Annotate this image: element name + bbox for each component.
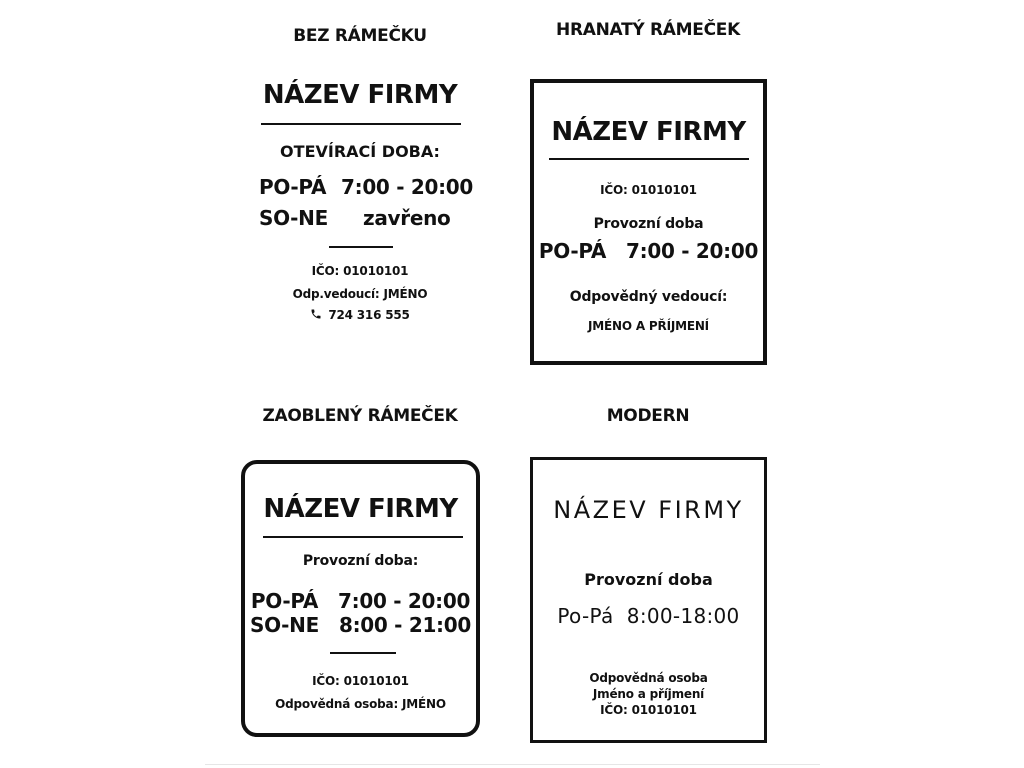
company-name: NÁZEV FIRMY — [263, 494, 458, 524]
company-name: NÁZEV FIRMY — [551, 117, 746, 147]
variant-title-rounded-frame: ZAOBLENÝ RÁMEČEK — [262, 406, 458, 426]
person-heading: Odpovědná osoba — [589, 671, 708, 685]
phone-number: 724 316 555 — [328, 308, 410, 322]
sign-panel-no-frame — [245, 70, 475, 340]
divider — [329, 246, 393, 248]
person-name: Jméno a příjmení — [592, 687, 705, 701]
phone-line — [245, 308, 475, 322]
sign-panel-rounded-frame — [241, 460, 480, 737]
ico-number: IČO: 01010101 — [600, 183, 697, 197]
hours-days-weekdays: PO-PÁ — [259, 175, 327, 199]
bottom-divider — [205, 764, 820, 765]
hours-row-weekdays: PO-PÁ 7:00 - 20:00 — [250, 589, 471, 613]
variant-title-square-frame: HRANATÝ RÁMEČEK — [556, 20, 740, 40]
manager-line: Odp.vedoucí: JMÉNO — [292, 287, 428, 301]
hours-line: PO-PÁ 7:00 - 20:00 — [538, 239, 759, 263]
hours-line: Po-Pá 8:00-18:00 — [557, 604, 740, 628]
divider — [549, 158, 749, 160]
hours-time-weekdays: 7:00 - 20:00 — [341, 175, 474, 199]
company-name: NÁZEV FIRMY — [262, 80, 458, 110]
hours-days-weekend: SO-NE — [259, 206, 328, 230]
variant-title-modern: MODERN — [606, 406, 690, 426]
ico-number: IČO: 01010101 — [312, 674, 409, 688]
ico-number: IČO: 01010101 — [311, 264, 409, 278]
manager-heading: Odpovědný vedoucí: — [569, 289, 728, 305]
phone-icon — [310, 308, 322, 320]
sign-panel-square-frame — [530, 79, 767, 365]
hours-row-weekend: SO-NE 8:00 - 21:00 — [249, 613, 471, 637]
hours-heading: Provozní doba — [584, 570, 713, 589]
hours-time-weekend: zavřeno — [363, 206, 451, 230]
sign-panel-modern — [530, 457, 767, 743]
divider — [261, 123, 461, 125]
variant-title-no-frame: BEZ RÁMEČKU — [293, 26, 427, 46]
hours-heading: Provozní doba — [593, 216, 704, 232]
person-line: Odpovědná osoba: JMÉNO — [275, 697, 446, 711]
company-name: NÁZEV FIRMY — [553, 496, 744, 524]
hours-heading: Provozní doba: — [302, 553, 419, 569]
divider — [330, 652, 396, 654]
hours-heading: OTEVÍRACÍ DOBA: — [280, 142, 440, 161]
ico-number: IČO: 01010101 — [600, 703, 697, 717]
manager-name: JMÉNO A PŘÍJMENÍ — [588, 319, 709, 333]
divider — [263, 536, 463, 538]
